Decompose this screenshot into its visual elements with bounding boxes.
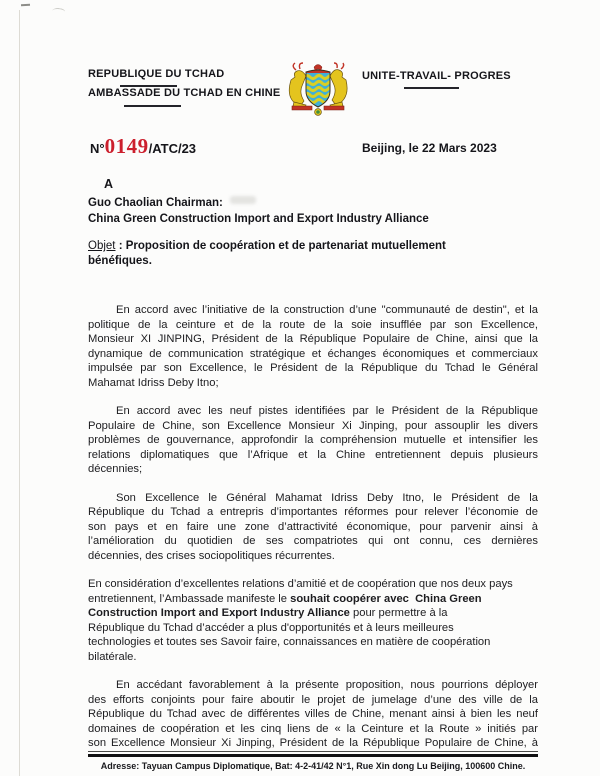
body-line: problèmes de gouvernance, approfondir la compréhension mutuelle et intensifier les — [88, 434, 538, 446]
divider — [404, 87, 459, 89]
reference-suffix: /ATC/23 — [148, 141, 197, 156]
body-line: des efforts conjoints pour faire aboutir le projet de jumelage d’une des ville de la — [88, 693, 538, 706]
body-paragraph — [88, 404, 538, 477]
subject-text: Proposition de coopération et de partenariat mutuellement — [125, 240, 446, 252]
subject-text-2: bénéfiques. — [88, 254, 152, 267]
body-line: son pays et en faire une zone d’attractivité économique, pour parvenir ainsi à — [88, 520, 538, 533]
subject-line — [88, 239, 538, 268]
letterhead-left — [88, 68, 288, 107]
date-line: Beijing, le 22 Mars 2023 — [362, 141, 497, 155]
body-line: l’amélioration du quotidien de ses compatriotes qui ont connu, ces dernières — [88, 535, 538, 547]
body-line: En accord avec l’initiative de la construction d’une "communauté de destin", et la — [116, 304, 538, 316]
body-line: bilatérale. — [88, 650, 137, 663]
chad-coat-of-arms-icon — [288, 61, 348, 118]
body-paragraph — [88, 303, 538, 390]
body-line: Son Excellence le Général Mahamat Idriss Deby Itno, le Président de la — [116, 491, 538, 504]
body-line: dynamique de communication stratégique et échanges économiques et commerciaux — [88, 347, 538, 360]
body-line: En accédant favorablement à la présente proposition, nous pourrions déployer — [116, 679, 538, 691]
footer-rule-thin — [88, 751, 538, 752]
body-line: En considération d’excellentes relations d’amitié et de coopération que nos deux pays — [88, 578, 513, 590]
salutation: A — [104, 177, 114, 191]
reference-number — [90, 136, 196, 157]
body-paragraph — [88, 491, 538, 564]
recipient-name: Guo Chaolian Chairman: — [88, 197, 223, 209]
subject-separator: : — [115, 240, 126, 252]
motto: UNITE-TRAVAIL- PROGRES — [362, 70, 511, 82]
body-line: impulsée par son Excellence, le Président de la République du Tchad le Général — [88, 362, 538, 374]
body-line: Populaire de Chine, son Excellence Monsieur Xi Jinping, pour assouplir les divers — [88, 419, 538, 432]
body-line: relations diplomatiques que l’Afrique et la Chine entretiennent depuis plusieurs — [88, 448, 538, 461]
embassy-title: AMBASSADE DU TCHAD EN CHINE — [88, 87, 281, 99]
body-line: Mahamat Idriss Deby Itno; — [88, 376, 219, 389]
body-line: décennies, des crises sociopolitiques récurrentes. — [88, 549, 335, 562]
footer-address: Adresse: Tayuan Campus Diplomatique, Bat: 4-2-41/42 N°1, Rue Xin dong Lu Beijing, 100600 Chine. — [100, 761, 526, 771]
scan-mark — [52, 7, 66, 16]
recipient-block — [88, 196, 548, 227]
body-paragraph — [88, 577, 538, 664]
reference-digits: 0149 — [104, 134, 149, 158]
letter-body — [88, 303, 538, 765]
reference-prefix: N° — [90, 141, 105, 156]
body-line: Monsieur XI JINPING, Président de la République Populaire de Chine, ainsi que la — [88, 333, 538, 345]
scan-edge-line — [19, 10, 20, 776]
footer-rule-thick — [88, 754, 538, 757]
body-line: République du Tchad d’accéder a plus d'opportunités et à leurs meilleures — [88, 621, 454, 634]
body-line: République du Tchad avec de différentes villes de Chine, menant ainsi à bien les neuf — [88, 708, 538, 720]
republic-title: REPUBLIQUE DU TCHAD — [88, 68, 225, 80]
body-line: entretiennent, l’Ambassade manifeste le souhait coopérer avec China Green — [88, 592, 482, 605]
scan-mark — [21, 4, 30, 6]
body-line: domaines de coopération et les cinq liens de « la Ceinture et la Route » initiés par — [88, 722, 538, 735]
body-line: République du Tchad a entrepris d’importantes réformes pour relever l’économie de — [88, 506, 538, 518]
body-line: technologies et toutes ses Savoir faire, connaissances en matière de coopération — [88, 636, 491, 648]
body-paragraph — [88, 678, 538, 751]
body-line: En accord avec les neuf pistes identifiées par le Président de la République — [116, 405, 538, 417]
body-line: Construction Import and Export Industry Alliance pour permettre à la — [88, 607, 448, 619]
body-line: décennies; — [88, 463, 143, 475]
body-line: son Excellence Monsieur Xi Jinping, Président de la République Populaire de Chine, à — [88, 737, 538, 749]
letterhead-right — [362, 70, 522, 89]
body-line: politique de la ceinture et de la route de la soie insufflée par son Excellence, — [88, 318, 538, 331]
recipient-organization: China Green Construction Import and Export Industry Alliance — [88, 212, 429, 225]
divider — [124, 105, 181, 107]
subject-label: Objet — [88, 240, 116, 252]
